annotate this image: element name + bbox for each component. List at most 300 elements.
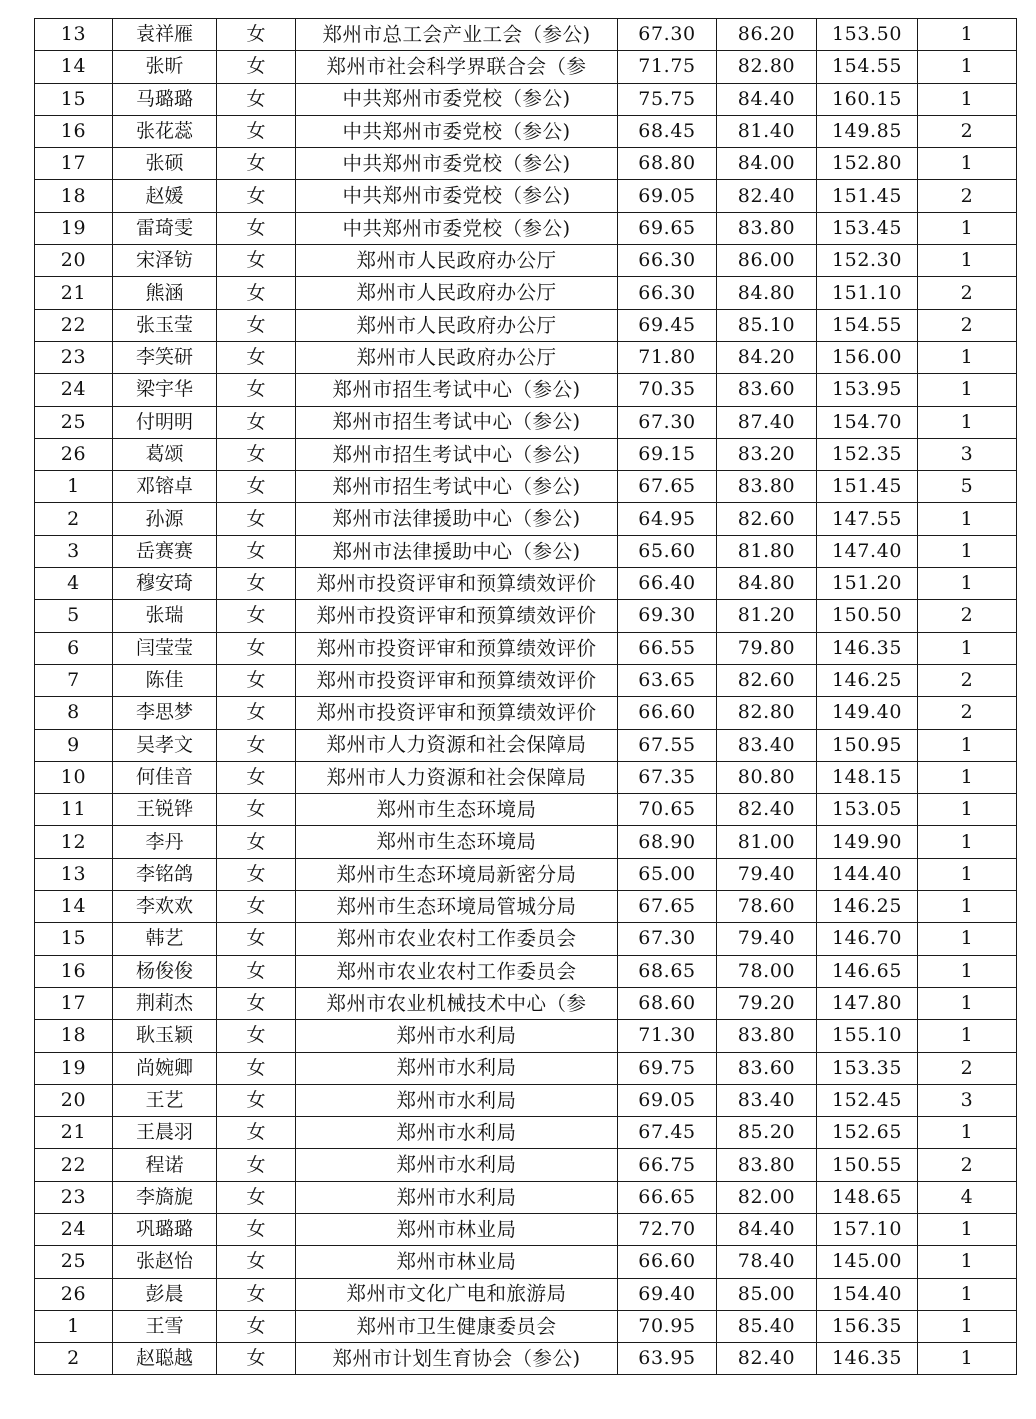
seq-cell: 26	[35, 438, 113, 470]
written-score-cell: 67.65	[618, 471, 717, 503]
seq-cell: 24	[35, 374, 113, 406]
department-cell: 郑州市水利局	[296, 1052, 618, 1084]
rank-cell: 1	[918, 794, 1017, 826]
rank-cell: 1	[918, 51, 1017, 83]
rank-cell: 1	[918, 568, 1017, 600]
interview-score-cell: 84.80	[717, 277, 817, 309]
total-score-cell: 146.35	[817, 1343, 918, 1375]
total-score-cell: 153.95	[817, 374, 918, 406]
name-cell: 程诺	[113, 1149, 217, 1181]
department-cell: 郑州市法律援助中心（参公)	[296, 503, 618, 535]
total-score-cell: 149.85	[817, 115, 918, 147]
table-row	[35, 1246, 1017, 1278]
table-row	[35, 503, 1017, 535]
seq-cell: 16	[35, 955, 113, 987]
table-row	[35, 406, 1017, 438]
table-row	[35, 212, 1017, 244]
rank-cell: 1	[918, 503, 1017, 535]
seq-cell: 13	[35, 858, 113, 890]
written-score-cell: 63.65	[618, 664, 717, 696]
rank-cell: 2	[918, 1149, 1017, 1181]
gender-cell: 女	[217, 148, 296, 180]
department-cell: 郑州市水利局	[296, 1181, 618, 1213]
seq-cell: 19	[35, 1052, 113, 1084]
written-score-cell: 71.75	[618, 51, 717, 83]
interview-score-cell: 83.60	[717, 1052, 817, 1084]
department-cell: 郑州市计划生育协会（参公)	[296, 1343, 618, 1375]
table-row	[35, 535, 1017, 567]
gender-cell: 女	[217, 1020, 296, 1052]
interview-score-cell: 85.10	[717, 309, 817, 341]
total-score-cell: 144.40	[817, 858, 918, 890]
written-score-cell: 67.45	[618, 1117, 717, 1149]
gender-cell: 女	[217, 1343, 296, 1375]
name-cell: 李丹	[113, 826, 217, 858]
gender-cell: 女	[217, 891, 296, 923]
gender-cell: 女	[217, 794, 296, 826]
table-row	[35, 923, 1017, 955]
interview-score-cell: 78.00	[717, 955, 817, 987]
rank-cell: 2	[918, 600, 1017, 632]
gender-cell: 女	[217, 19, 296, 51]
department-cell: 郑州市人力资源和社会保障局	[296, 729, 618, 761]
department-cell: 郑州市人民政府办公厅	[296, 277, 618, 309]
interview-score-cell: 79.20	[717, 987, 817, 1019]
seq-cell: 7	[35, 664, 113, 696]
name-cell: 雷琦雯	[113, 212, 217, 244]
department-cell: 郑州市生态环境局	[296, 826, 618, 858]
rank-cell: 1	[918, 83, 1017, 115]
name-cell: 李笑研	[113, 341, 217, 373]
rank-cell: 1	[918, 1310, 1017, 1342]
department-cell: 郑州市投资评审和预算绩效评价	[296, 664, 618, 696]
gender-cell: 女	[217, 438, 296, 470]
seq-cell: 14	[35, 51, 113, 83]
total-score-cell: 147.80	[817, 987, 918, 1019]
gender-cell: 女	[217, 729, 296, 761]
interview-score-cell: 86.00	[717, 245, 817, 277]
seq-cell: 9	[35, 729, 113, 761]
table-row	[35, 1117, 1017, 1149]
table-row	[35, 471, 1017, 503]
total-score-cell: 151.45	[817, 180, 918, 212]
rank-cell: 1	[918, 1020, 1017, 1052]
seq-cell: 3	[35, 535, 113, 567]
name-cell: 王雪	[113, 1310, 217, 1342]
written-score-cell: 69.30	[618, 600, 717, 632]
total-score-cell: 150.55	[817, 1149, 918, 1181]
department-cell: 郑州市招生考试中心（参公)	[296, 438, 618, 470]
name-cell: 葛颂	[113, 438, 217, 470]
name-cell: 张硕	[113, 148, 217, 180]
table-row	[35, 51, 1017, 83]
table-row	[35, 761, 1017, 793]
rank-cell: 3	[918, 438, 1017, 470]
rank-cell: 2	[918, 277, 1017, 309]
department-cell: 中共郑州市委党校（参公)	[296, 115, 618, 147]
gender-cell: 女	[217, 1084, 296, 1116]
name-cell: 岳赛赛	[113, 535, 217, 567]
rank-cell: 4	[918, 1181, 1017, 1213]
interview-score-cell: 86.20	[717, 19, 817, 51]
rank-cell: 1	[918, 761, 1017, 793]
rank-cell: 2	[918, 1052, 1017, 1084]
table-row	[35, 632, 1017, 664]
rank-cell: 1	[918, 1343, 1017, 1375]
gender-cell: 女	[217, 1310, 296, 1342]
written-score-cell: 71.30	[618, 1020, 717, 1052]
written-score-cell: 66.55	[618, 632, 717, 664]
seq-cell: 1	[35, 471, 113, 503]
gender-cell: 女	[217, 987, 296, 1019]
total-score-cell: 146.25	[817, 891, 918, 923]
total-score-cell: 147.40	[817, 535, 918, 567]
written-score-cell: 66.60	[618, 697, 717, 729]
seq-cell: 20	[35, 245, 113, 277]
seq-cell: 20	[35, 1084, 113, 1116]
table-row	[35, 19, 1017, 51]
written-score-cell: 66.30	[618, 245, 717, 277]
total-score-cell: 152.35	[817, 438, 918, 470]
written-score-cell: 72.70	[618, 1213, 717, 1245]
interview-score-cell: 85.40	[717, 1310, 817, 1342]
rank-cell: 1	[918, 406, 1017, 438]
rank-cell: 1	[918, 826, 1017, 858]
rank-cell: 1	[918, 632, 1017, 664]
department-cell: 郑州市生态环境局新密分局	[296, 858, 618, 890]
department-cell: 郑州市招生考试中心（参公)	[296, 374, 618, 406]
name-cell: 王艺	[113, 1084, 217, 1116]
written-score-cell: 70.35	[618, 374, 717, 406]
written-score-cell: 65.00	[618, 858, 717, 890]
interview-score-cell: 82.40	[717, 1343, 817, 1375]
name-cell: 巩璐璐	[113, 1213, 217, 1245]
rank-cell: 1	[918, 891, 1017, 923]
seq-cell: 23	[35, 1181, 113, 1213]
department-cell: 郑州市水利局	[296, 1020, 618, 1052]
department-cell: 郑州市生态环境局	[296, 794, 618, 826]
table-row	[35, 1052, 1017, 1084]
gender-cell: 女	[217, 277, 296, 309]
written-score-cell: 69.05	[618, 180, 717, 212]
interview-score-cell: 84.40	[717, 1213, 817, 1245]
table-row	[35, 891, 1017, 923]
gender-cell: 女	[217, 632, 296, 664]
rank-cell: 1	[918, 858, 1017, 890]
name-cell: 李铭鸽	[113, 858, 217, 890]
written-score-cell: 70.65	[618, 794, 717, 826]
seq-cell: 15	[35, 923, 113, 955]
interview-score-cell: 83.40	[717, 1084, 817, 1116]
total-score-cell: 146.65	[817, 955, 918, 987]
total-score-cell: 150.50	[817, 600, 918, 632]
department-cell: 郑州市招生考试中心（参公)	[296, 471, 618, 503]
name-cell: 张花蕊	[113, 115, 217, 147]
total-score-cell: 157.10	[817, 1213, 918, 1245]
interview-score-cell: 84.80	[717, 568, 817, 600]
total-score-cell: 153.35	[817, 1052, 918, 1084]
total-score-cell: 152.30	[817, 245, 918, 277]
written-score-cell: 67.30	[618, 923, 717, 955]
gender-cell: 女	[217, 568, 296, 600]
name-cell: 孙源	[113, 503, 217, 535]
name-cell: 陈佳	[113, 664, 217, 696]
department-cell: 郑州市水利局	[296, 1117, 618, 1149]
table-row	[35, 115, 1017, 147]
seq-cell: 15	[35, 83, 113, 115]
department-cell: 郑州市法律援助中心（参公)	[296, 535, 618, 567]
name-cell: 荆莉杰	[113, 987, 217, 1019]
interview-score-cell: 85.20	[717, 1117, 817, 1149]
written-score-cell: 65.60	[618, 535, 717, 567]
table-row	[35, 277, 1017, 309]
department-cell: 中共郑州市委党校（参公)	[296, 180, 618, 212]
name-cell: 李旖旎	[113, 1181, 217, 1213]
total-score-cell: 154.40	[817, 1278, 918, 1310]
name-cell: 李思梦	[113, 697, 217, 729]
total-score-cell: 148.65	[817, 1181, 918, 1213]
gender-cell: 女	[217, 1052, 296, 1084]
table-row	[35, 729, 1017, 761]
seq-cell: 1	[35, 1310, 113, 1342]
written-score-cell: 63.95	[618, 1343, 717, 1375]
interview-score-cell: 82.00	[717, 1181, 817, 1213]
department-cell: 中共郑州市委党校（参公)	[296, 212, 618, 244]
rank-cell: 1	[918, 212, 1017, 244]
table-row	[35, 83, 1017, 115]
written-score-cell: 66.40	[618, 568, 717, 600]
rank-cell: 1	[918, 1246, 1017, 1278]
interview-score-cell: 84.20	[717, 341, 817, 373]
name-cell: 张瑞	[113, 600, 217, 632]
table-row	[35, 826, 1017, 858]
rank-cell: 1	[918, 148, 1017, 180]
department-cell: 郑州市人民政府办公厅	[296, 341, 618, 373]
interview-score-cell: 79.40	[717, 923, 817, 955]
total-score-cell: 154.55	[817, 51, 918, 83]
total-score-cell: 153.50	[817, 19, 918, 51]
written-score-cell: 68.80	[618, 148, 717, 180]
written-score-cell: 68.90	[618, 826, 717, 858]
seq-cell: 10	[35, 761, 113, 793]
rank-cell: 1	[918, 374, 1017, 406]
table-row	[35, 1181, 1017, 1213]
table-row	[35, 664, 1017, 696]
rank-cell: 1	[918, 955, 1017, 987]
rank-cell: 1	[918, 19, 1017, 51]
name-cell: 李欢欢	[113, 891, 217, 923]
gender-cell: 女	[217, 955, 296, 987]
total-score-cell: 153.45	[817, 212, 918, 244]
name-cell: 梁宇华	[113, 374, 217, 406]
written-score-cell: 75.75	[618, 83, 717, 115]
written-score-cell: 66.65	[618, 1181, 717, 1213]
table-row	[35, 1149, 1017, 1181]
written-score-cell: 66.75	[618, 1149, 717, 1181]
department-cell: 郑州市水利局	[296, 1084, 618, 1116]
gender-cell: 女	[217, 341, 296, 373]
table-row	[35, 858, 1017, 890]
seq-cell: 23	[35, 341, 113, 373]
table-row	[35, 148, 1017, 180]
name-cell: 吴孝文	[113, 729, 217, 761]
seq-cell: 19	[35, 212, 113, 244]
written-score-cell: 66.60	[618, 1246, 717, 1278]
name-cell: 赵媛	[113, 180, 217, 212]
department-cell: 郑州市投资评审和预算绩效评价	[296, 697, 618, 729]
seq-cell: 18	[35, 180, 113, 212]
name-cell: 张赵怡	[113, 1246, 217, 1278]
total-score-cell: 150.95	[817, 729, 918, 761]
seq-cell: 21	[35, 277, 113, 309]
written-score-cell: 67.30	[618, 406, 717, 438]
department-cell: 郑州市农业农村工作委员会	[296, 923, 618, 955]
table-row	[35, 1020, 1017, 1052]
seq-cell: 2	[35, 503, 113, 535]
department-cell: 郑州市投资评审和预算绩效评价	[296, 568, 618, 600]
table-row	[35, 955, 1017, 987]
seq-cell: 5	[35, 600, 113, 632]
written-score-cell: 68.45	[618, 115, 717, 147]
seq-cell: 18	[35, 1020, 113, 1052]
department-cell: 郑州市农业农村工作委员会	[296, 955, 618, 987]
interview-score-cell: 83.80	[717, 212, 817, 244]
total-score-cell: 156.35	[817, 1310, 918, 1342]
department-cell: 郑州市人力资源和社会保障局	[296, 761, 618, 793]
written-score-cell: 67.65	[618, 891, 717, 923]
department-cell: 郑州市农业机械技术中心（参	[296, 987, 618, 1019]
interview-score-cell: 78.40	[717, 1246, 817, 1278]
name-cell: 袁祥雁	[113, 19, 217, 51]
name-cell: 闫莹莹	[113, 632, 217, 664]
department-cell: 中共郑州市委党校（参公)	[296, 148, 618, 180]
rank-cell: 2	[918, 664, 1017, 696]
rank-cell: 2	[918, 309, 1017, 341]
total-score-cell: 152.45	[817, 1084, 918, 1116]
name-cell: 宋泽钫	[113, 245, 217, 277]
name-cell: 邓镕卓	[113, 471, 217, 503]
interview-score-cell: 83.60	[717, 374, 817, 406]
table-row	[35, 1343, 1017, 1375]
interview-score-cell: 81.40	[717, 115, 817, 147]
seq-cell: 16	[35, 115, 113, 147]
total-score-cell: 146.70	[817, 923, 918, 955]
seq-cell: 17	[35, 148, 113, 180]
gender-cell: 女	[217, 83, 296, 115]
table-row	[35, 794, 1017, 826]
interview-score-cell: 85.00	[717, 1278, 817, 1310]
seq-cell: 17	[35, 987, 113, 1019]
rank-cell: 1	[918, 535, 1017, 567]
table-row	[35, 341, 1017, 373]
table-row	[35, 568, 1017, 600]
name-cell: 耿玉颖	[113, 1020, 217, 1052]
name-cell: 付明明	[113, 406, 217, 438]
written-score-cell: 69.75	[618, 1052, 717, 1084]
gender-cell: 女	[217, 535, 296, 567]
seq-cell: 4	[35, 568, 113, 600]
table-row	[35, 245, 1017, 277]
gender-cell: 女	[217, 503, 296, 535]
written-score-cell: 68.65	[618, 955, 717, 987]
name-cell: 韩艺	[113, 923, 217, 955]
gender-cell: 女	[217, 1149, 296, 1181]
written-score-cell: 69.45	[618, 309, 717, 341]
interview-score-cell: 83.80	[717, 471, 817, 503]
seq-cell: 11	[35, 794, 113, 826]
table-row	[35, 1084, 1017, 1116]
gender-cell: 女	[217, 374, 296, 406]
table-row	[35, 180, 1017, 212]
name-cell: 王晨羽	[113, 1117, 217, 1149]
rank-cell: 2	[918, 115, 1017, 147]
seq-cell: 24	[35, 1213, 113, 1245]
name-cell: 熊涵	[113, 277, 217, 309]
written-score-cell: 70.95	[618, 1310, 717, 1342]
written-score-cell: 64.95	[618, 503, 717, 535]
department-cell: 郑州市总工会产业工会（参公)	[296, 19, 618, 51]
department-cell: 郑州市人民政府办公厅	[296, 245, 618, 277]
rank-cell: 3	[918, 1084, 1017, 1116]
rank-cell: 1	[918, 1117, 1017, 1149]
gender-cell: 女	[217, 1246, 296, 1278]
seq-cell: 8	[35, 697, 113, 729]
table-row	[35, 1278, 1017, 1310]
department-cell: 郑州市卫生健康委员会	[296, 1310, 618, 1342]
gender-cell: 女	[217, 115, 296, 147]
total-score-cell: 152.65	[817, 1117, 918, 1149]
name-cell: 杨俊俊	[113, 955, 217, 987]
interview-score-cell: 82.40	[717, 794, 817, 826]
seq-cell: 21	[35, 1117, 113, 1149]
name-cell: 何佳音	[113, 761, 217, 793]
gender-cell: 女	[217, 212, 296, 244]
gender-cell: 女	[217, 923, 296, 955]
department-cell: 郑州市社会科学界联合会（参	[296, 51, 618, 83]
name-cell: 穆安琦	[113, 568, 217, 600]
rank-cell: 1	[918, 1278, 1017, 1310]
interview-score-cell: 83.20	[717, 438, 817, 470]
interview-score-cell: 81.20	[717, 600, 817, 632]
seq-cell: 25	[35, 406, 113, 438]
seq-cell: 6	[35, 632, 113, 664]
interview-score-cell: 79.40	[717, 858, 817, 890]
written-score-cell: 69.65	[618, 212, 717, 244]
total-score-cell: 151.10	[817, 277, 918, 309]
department-cell: 郑州市文化广电和旅游局	[296, 1278, 618, 1310]
rank-cell: 1	[918, 341, 1017, 373]
written-score-cell: 68.60	[618, 987, 717, 1019]
interview-score-cell: 83.80	[717, 1149, 817, 1181]
seq-cell: 13	[35, 19, 113, 51]
department-cell: 郑州市投资评审和预算绩效评价	[296, 600, 618, 632]
total-score-cell: 149.40	[817, 697, 918, 729]
written-score-cell: 67.30	[618, 19, 717, 51]
table-row	[35, 374, 1017, 406]
total-score-cell: 152.80	[817, 148, 918, 180]
table-row	[35, 987, 1017, 1019]
department-cell: 郑州市人民政府办公厅	[296, 309, 618, 341]
department-cell: 郑州市招生考试中心（参公)	[296, 406, 618, 438]
gender-cell: 女	[217, 600, 296, 632]
table-row	[35, 1310, 1017, 1342]
interview-score-cell: 82.80	[717, 51, 817, 83]
gender-cell: 女	[217, 761, 296, 793]
total-score-cell: 146.25	[817, 664, 918, 696]
rank-cell: 5	[918, 471, 1017, 503]
gender-cell: 女	[217, 309, 296, 341]
written-score-cell: 69.40	[618, 1278, 717, 1310]
